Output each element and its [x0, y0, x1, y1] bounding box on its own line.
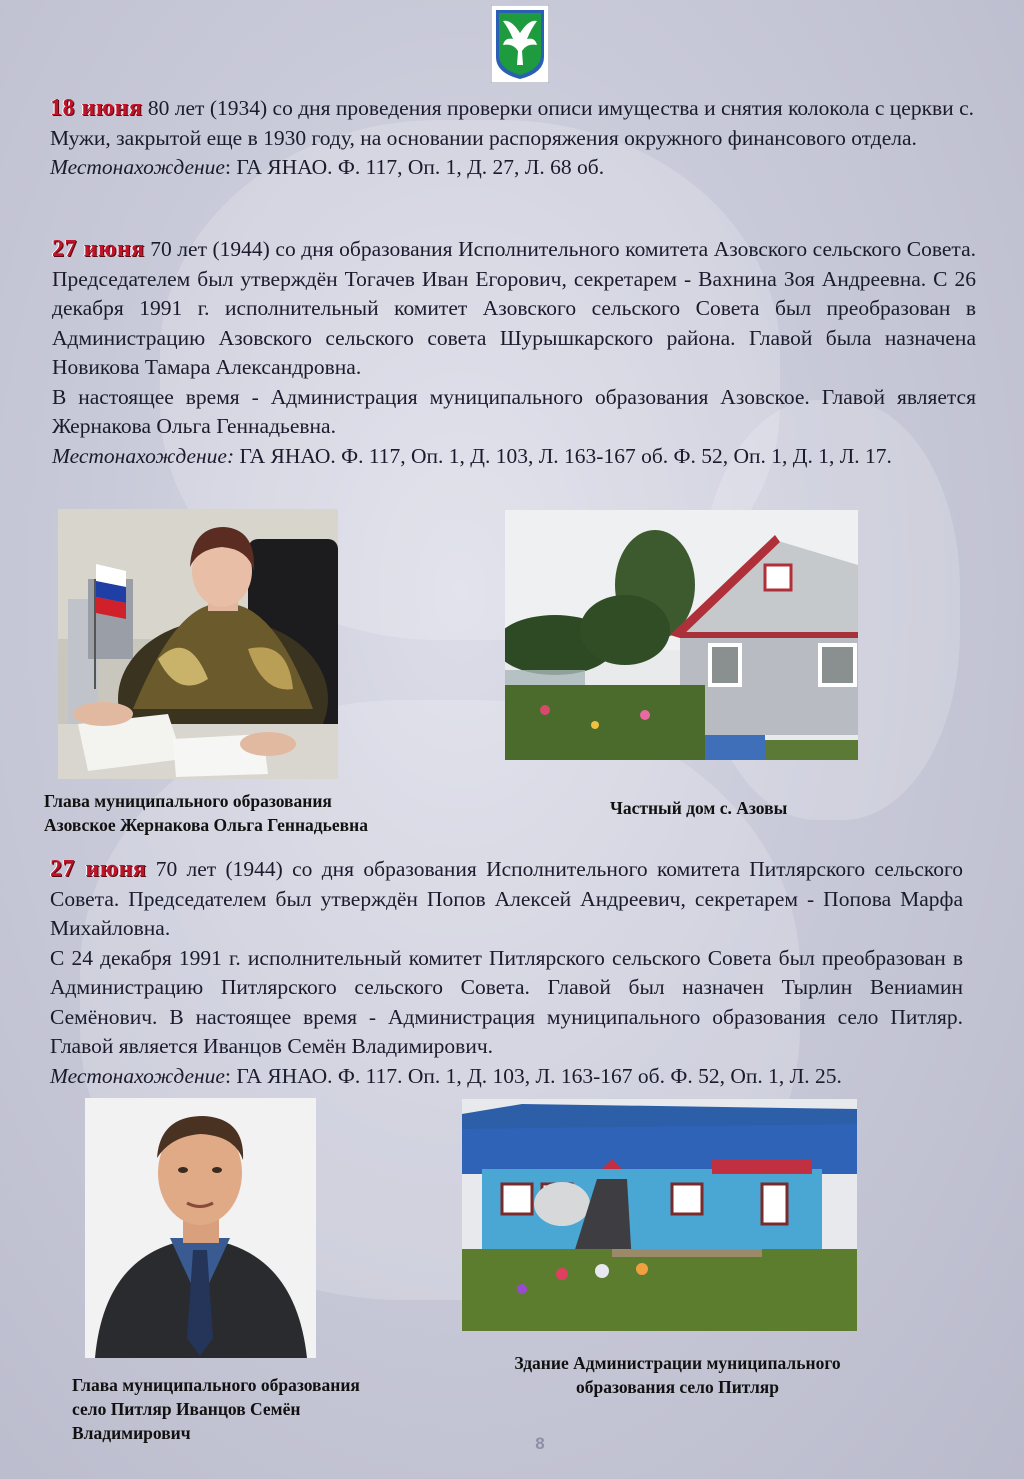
paragraph-text: 80 лет (1934) со дня проведения проверки описи имущества и снятия колокола с церкви с. Мужи, закрытой еще в 1930 году, на основании распоряжения окружного финансового отдела.: [50, 96, 974, 150]
date-label: 27 июня: [52, 236, 145, 262]
photo-house-azovy: [505, 510, 858, 760]
photo-caption-head-azovskoe: Глава муниципального образования Азовское Жернакова Ольга Геннадьевна: [44, 791, 368, 835]
paragraph-text: 70 лет (1944) со дня образования Исполнительного комитета Питлярского сельского Совета. Председателем был утверждён Попов Алексей Андреевич, секретарем - Попова Марфа Михайловна.: [50, 857, 964, 940]
paragraph-text: С 24 декабря 1991 г. исполнительный комитет Питлярского сельского Совета был преобразован в Администрацию Питлярского сельского Совета. Главой был назначен Тырлин Вениамин Семёнович. В настоящее время - Администрация муниципального образования село Питляр. Главой является Иванцов Семён Владимирович.: [50, 945, 963, 1058]
location-label: Местонахождение:: [52, 443, 235, 468]
paragraph-text: 70 лет (1944) со дня образования Исполнительного комитета Азовского сельского Совета. Председателем был утверждён Тогачев Иван Егорович, секретарем - Вахнина Зоя Андреевна. С 26 декабря 1991 г. исполнительный комитет Азовского сельского Совета был преобразован в Администрацию Азовского сельского совета Шурышкарского района. Главой была назначена Новикова Тамара Александровна.: [52, 237, 976, 379]
photo-caption-house-azovy: Частный дом с. Азовы: [610, 798, 788, 818]
photo-head-pitlyar: [85, 1098, 316, 1358]
paragraph-text: В настоящее время - Администрация муниципального образования Азовское. Главой является Жернакова Ольга Геннадьевна.: [52, 384, 976, 438]
photo-administration-pitlyar: [462, 1099, 857, 1331]
section-27-june-azovy: [52, 235, 976, 471]
location-label: Местонахождение: [50, 155, 225, 179]
photo-caption-head-pitlyar: Глава муниципального образования село Питляр Иванцов Семён Владимирович: [72, 1375, 360, 1443]
location-text: ГА ЯНАО. Ф. 117, Оп. 1, Д. 103, Л. 163-167 об. Ф. 52, Оп. 1, Д. 1, Л. 17.: [234, 443, 892, 468]
photo-caption-administration-pitlyar: Здание Администрации муниципального образования село Питляр: [514, 1353, 841, 1397]
photo-head-azovskoe: [58, 509, 338, 779]
district-coat-of-arms-icon: [491, 5, 549, 83]
section-27-june-pitlyar: [50, 855, 963, 1091]
location-label: Местонахождение: [50, 1063, 225, 1088]
location-text: : ГА ЯНАО. Ф. 117. Оп. 1, Д. 103, Л. 163-167 об. Ф. 52, Оп. 1, Л. 25.: [224, 1063, 842, 1088]
date-label: 27 июня: [50, 856, 147, 882]
page-number: 8: [535, 1434, 545, 1453]
section-18-june: [50, 94, 974, 183]
location-text: : ГА ЯНАО. Ф. 117, Оп. 1, Д. 27, Л. 68 об.: [224, 155, 605, 179]
date-label: 18 июня: [50, 95, 143, 121]
